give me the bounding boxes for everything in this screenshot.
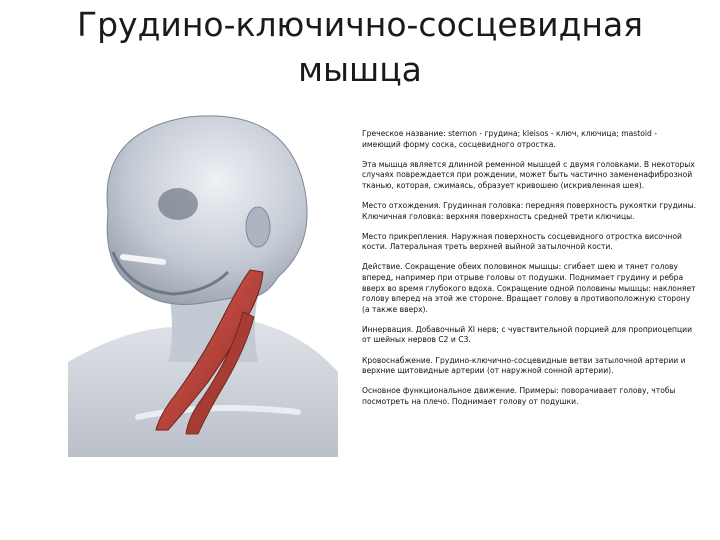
description-column [362,129,698,417]
paragraph-origin: Место отхождения. Грудинная головка: передняя поверхность рукоятки грудины. Ключичная головка: верхняя поверхность средней трети ключицы. [362,200,697,221]
paragraph-greek-name: Греческое название: sternon - грудина; kleisos - ключ, ключица; mastoid - имеющий форму соска, сосцевидного отростка. [362,129,657,149]
paragraph-function: Основное функциональное движение. Примеры: поворачивает голову, чтобы посмотреть на плечо. Поднимает голову от подушки. [362,386,676,406]
paragraph-action: Действие. Сокращение обеих половинок мышцы: сгибает шею и тянет голову вперед, например при отрыве головы от подушки. Поднимает грудину и ребра вверх во время глубокого вдоха. Сокращение одной половины мышцы: наклоняет голову вперед на этой же стороне. Вращает голову в противоположную сторону (а также вверх). [362,262,696,314]
paragraph-blood-supply: Кровоснабжение. Грудино-ключично-сосцевидные ветви затылочной артерии и верхние щитовидные артерии (от наружной сонной артерии). [362,355,686,376]
paragraph-insertion: Место прикрепления. Наружная поверхность сосцевидного отростка височной кости. Латеральная треть верхней выйной затылочной кости. [362,231,682,252]
paragraph-innervation: Иннервация. Добавочный XI нерв; с чувствительной порцией для проприоцепции от шейных нервов C2 и C3. [362,324,693,345]
paragraph-overview: Эта мышца является длинной ременной мышцей с двумя головками. В некоторых случаях повреждается при рождении, может быть частично замененафиброзной тканью, которая, сжимаясь, образует кривошею (искривленная шея). [362,159,695,190]
anatomy-illustration [68,112,338,457]
neck-muscle-drawing [68,112,338,457]
ear-shape [246,207,270,247]
head-shape [107,116,307,305]
title-line-1: Грудино-ключично-сосцевидная [76,5,644,44]
title-line-2: мышца [298,50,422,89]
eye-socket [158,188,198,220]
slide-title [40,2,680,92]
